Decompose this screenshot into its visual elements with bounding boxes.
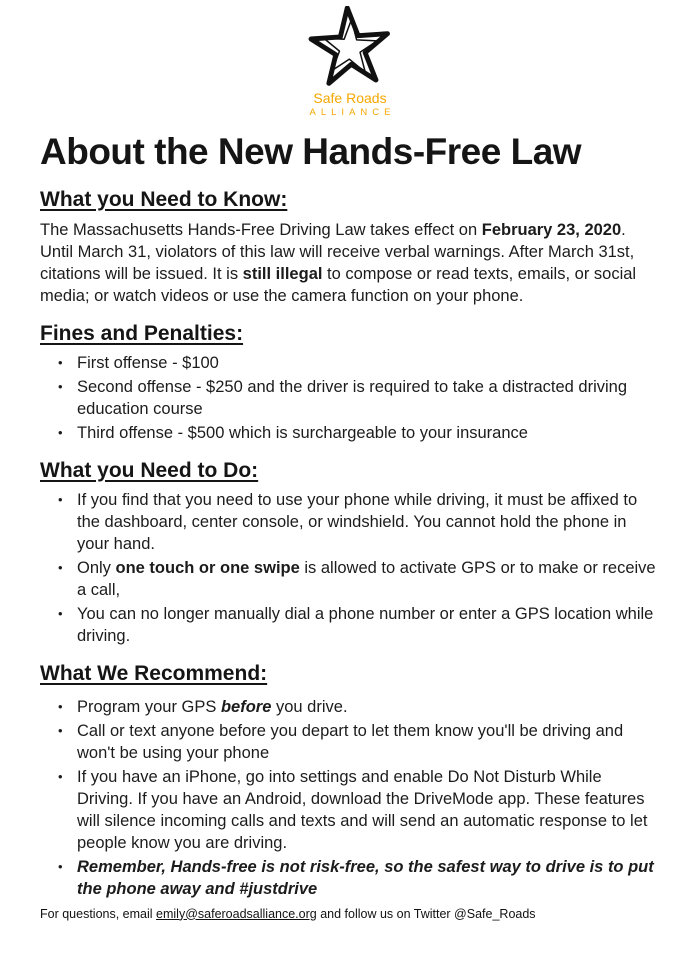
section-need-to-know bbox=[40, 188, 660, 307]
fine-item-third-offense: • Third offense - $500 which is surchargeable to your insurance bbox=[56, 422, 660, 444]
recommend-item-dnd: • If you have an iPhone, go into settings and enable Do Not Disturb While Driving. If you have an Android, download the DriveMode app. These features will silence incoming calls and texts and will send an automatic response to let people know you are driving. bbox=[56, 766, 660, 854]
section-recommend bbox=[40, 662, 660, 900]
heading-need-to-do: What you Need to Do: bbox=[40, 458, 259, 482]
brand-subtitle: ALLIANCE bbox=[309, 107, 396, 118]
todo-item-no-dialing: • You can no longer manually dial a phone number or enter a GPS location while driving. bbox=[56, 603, 660, 647]
footer-suffix: and follow us on Twitter @Safe_Roads bbox=[316, 906, 536, 921]
todo-item-mounting: • If you find that you need to use your phone while driving, it must be affixed to the dashboard, center console, or windshield. You cannot hold the phone in your hand. bbox=[56, 489, 660, 555]
brand-name: Safe Roads bbox=[313, 90, 387, 106]
heading-fines-penalties: Fines and Penalties: bbox=[40, 321, 244, 345]
heading-need-to-know: What you Need to Know: bbox=[40, 187, 288, 211]
todo-item-one-touch: • Only one touch or one swipe is allowed to activate GPS or to make or receive a call, bbox=[56, 557, 660, 601]
recommend-item-call-text: • Call or text anyone before you depart to let them know you'll be driving and won't be using your phone bbox=[56, 720, 660, 764]
email-link[interactable]: emily@saferoadsalliance.org bbox=[156, 906, 317, 921]
footer bbox=[40, 907, 660, 921]
need-to-do-list bbox=[40, 489, 660, 647]
fines-list bbox=[40, 352, 660, 444]
fine-item-second-offense: • Second offense - $250 and the driver is required to take a distracted driving education course bbox=[56, 376, 660, 420]
fine-item-first-offense: • First offense - $100 bbox=[56, 352, 660, 374]
logo bbox=[40, 6, 660, 118]
page-title: About the New Hands-Free Law bbox=[40, 130, 582, 172]
intro-paragraph: The Massachusetts Hands-Free Driving Law takes effect on February 23, 2020. Until March 31, violators of this law will receive verbal warnings. After March 31st, citations will be issued. It is still illegal to compose or read texts, emails, or social media; or watch videos or use the camera function on your phone. bbox=[40, 220, 637, 305]
star-icon bbox=[304, 6, 396, 88]
section-fines-penalties bbox=[40, 322, 660, 444]
recommend-item-justdrive: • Remember, Hands-free is not risk-free, so the safest way to drive is to put the phone away and #justdrive bbox=[56, 856, 660, 900]
heading-recommend: What We Recommend: bbox=[40, 661, 268, 685]
section-need-to-do bbox=[40, 459, 660, 647]
recommend-item-gps: • Program your GPS before you drive. bbox=[56, 696, 660, 718]
footer-prefix: For questions, email bbox=[40, 906, 157, 921]
recommend-list bbox=[40, 696, 660, 900]
